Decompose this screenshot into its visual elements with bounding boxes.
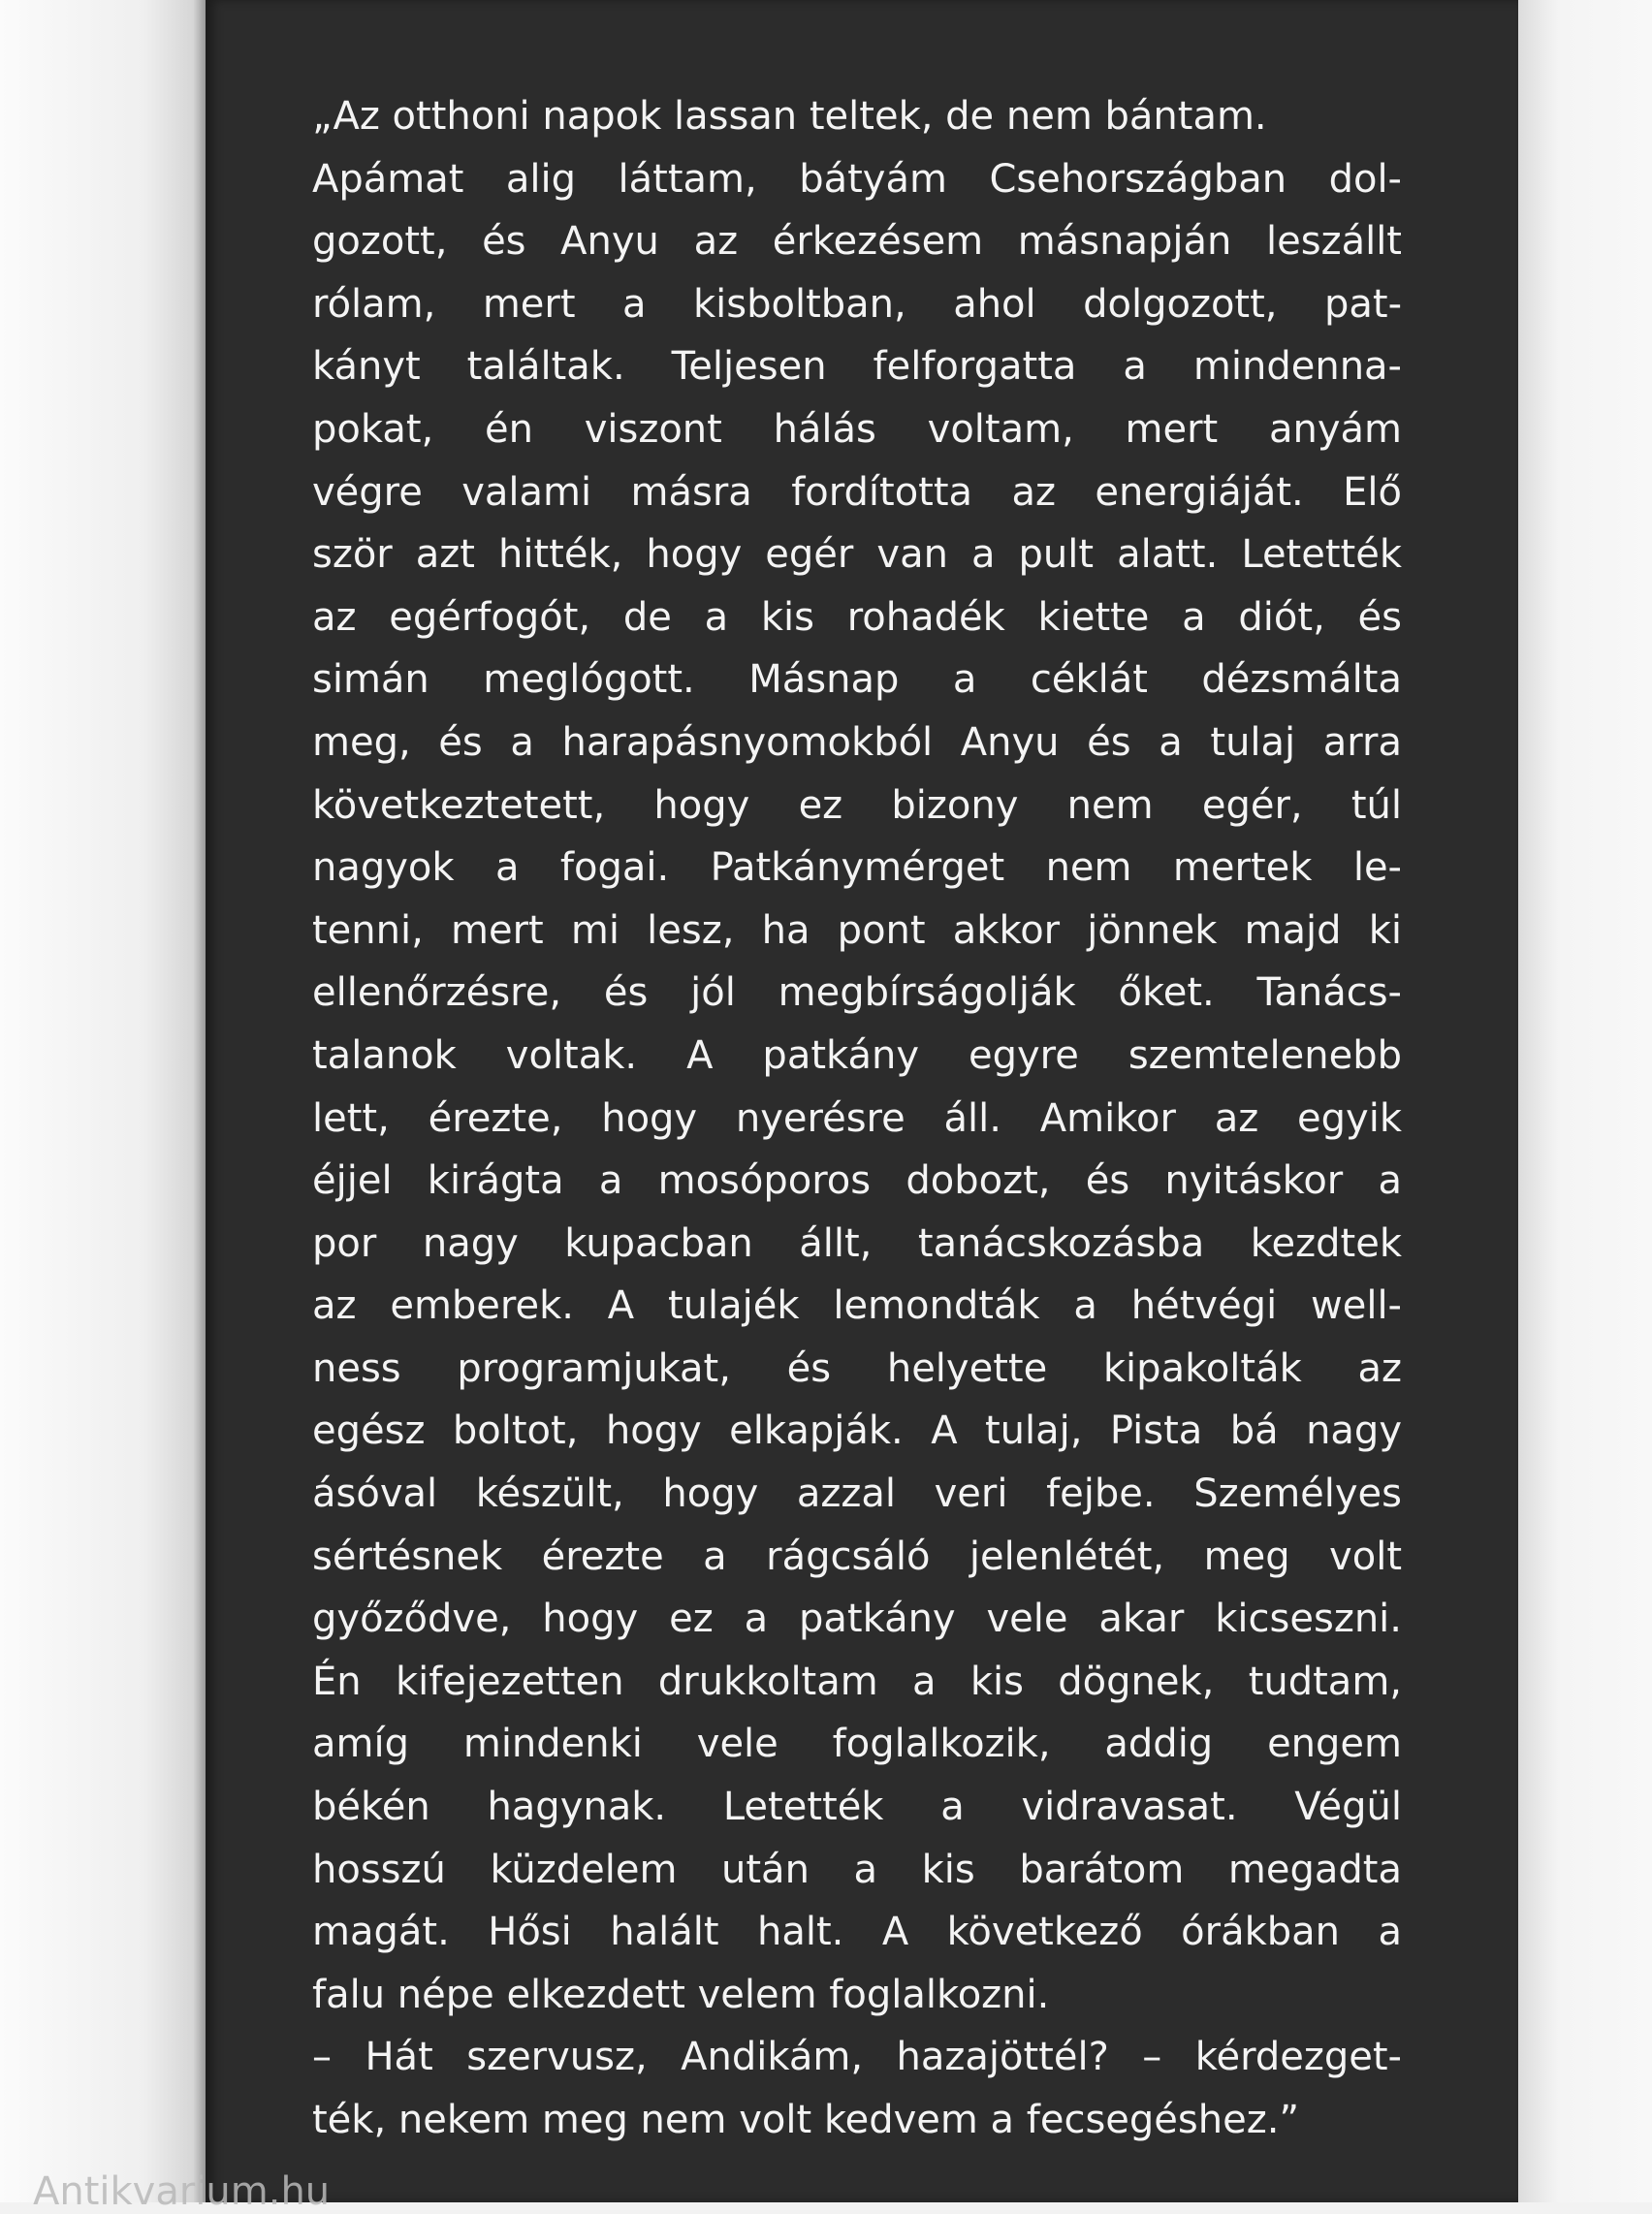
blurb-line: pokat, én viszont hálás voltam, mert anyám <box>312 406 1402 452</box>
blurb-line: békén hagynak. Letették a vidravasat. Végül <box>312 1785 1402 1830</box>
blurb-line: Apámat alig láttam, bátyám Csehországban dol- <box>312 156 1402 202</box>
blurb-line: meg, és a harapásnyomokból Anyu és a tulaj arra <box>312 719 1402 765</box>
blurb-line: magát. Hősi halált halt. A következő órákban a <box>312 1910 1402 1955</box>
blurb-line: ellenőrzésre, és jól megbírságolják őket. Tanács- <box>312 970 1402 1016</box>
blurb-line: por nagy kupacban állt, tanácskozásba kezdtek <box>312 1220 1402 1266</box>
left-page-edge <box>0 0 206 2202</box>
blurb-line: végre valami másra fordította az energiáját. Elő <box>312 469 1402 515</box>
blurb-line: egész boltot, hogy elkapják. A tulaj, Pista bá nagy <box>312 1408 1402 1454</box>
blurb-line: tenni, mert mi lesz, ha pont akkor jönnek majd ki <box>312 907 1402 953</box>
blurb-line: nagyok a fogai. Patkánymérget nem mertek le- <box>312 845 1402 891</box>
blurb-line: hosszú küzdelem után a kis barátom megadta <box>312 1847 1402 1892</box>
blurb-line: ször azt hitték, hogy egér van a pult alatt. Letették <box>312 532 1402 578</box>
blurb-line: simán meglógott. Másnap a céklát dézsmálta <box>312 657 1402 703</box>
blurb-text <box>312 85 1402 2152</box>
blurb-line: „Az otthoni napok lassan teltek, de nem bántam. <box>312 94 1267 139</box>
blurb-line: gozott, és Anyu az érkezésem másnapján leszállt <box>312 219 1402 265</box>
blurb-line: éjjel kirágta a mosóporos dobozt, és nyitáskor a <box>312 1158 1402 1204</box>
blurb-line: rólam, mert a kisboltban, ahol dolgozott, pat- <box>312 281 1402 327</box>
blurb-line: falu népe elkezdett velem foglalkozni. <box>312 1972 1050 2017</box>
blurb-line: az emberek. A tulajék lemondták a hétvégi well- <box>312 1283 1402 1329</box>
watermark: Antikvarium.hu <box>33 2169 331 2214</box>
right-background <box>1518 0 1652 2202</box>
blurb-line: ness programjukat, és helyette kipakolták az <box>312 1345 1402 1391</box>
blurb-line: ték, nekem meg nem volt kedvem a fecsegéshez.” <box>312 2098 1300 2142</box>
blurb-line: győződve, hogy ez a patkány vele akar kicseszni. <box>312 1597 1402 1642</box>
blurb-line: talanok voltak. A patkány egyre szemtelenebb <box>312 1032 1402 1078</box>
blurb-line: sértésnek érezte a rágcsáló jelenlétét, meg volt <box>312 1534 1402 1579</box>
blurb-line: az egérfogót, de a kis rohadék kiette a diót, és <box>312 594 1402 640</box>
blurb-line: Én kifejezetten drukkoltam a kis dögnek, tudtam, <box>312 1659 1402 1704</box>
blurb-line: amíg mindenki vele foglalkozik, addig engem <box>312 1722 1402 1767</box>
blurb-line: ásóval készült, hogy azzal veri fejbe. Személyes <box>312 1471 1402 1517</box>
book-back-cover <box>206 0 1518 2202</box>
blurb-line: lett, érezte, hogy nyerésre áll. Amikor az egyik <box>312 1095 1402 1141</box>
blurb-line: – Hát szervusz, Andikám, hazajöttél? – kérdezget- <box>312 2035 1402 2080</box>
blurb-line: kányt találtak. Teljesen felforgatta a mindenna- <box>312 344 1402 390</box>
blurb-line: következtetett, hogy ez bizony nem egér, túl <box>312 782 1402 828</box>
